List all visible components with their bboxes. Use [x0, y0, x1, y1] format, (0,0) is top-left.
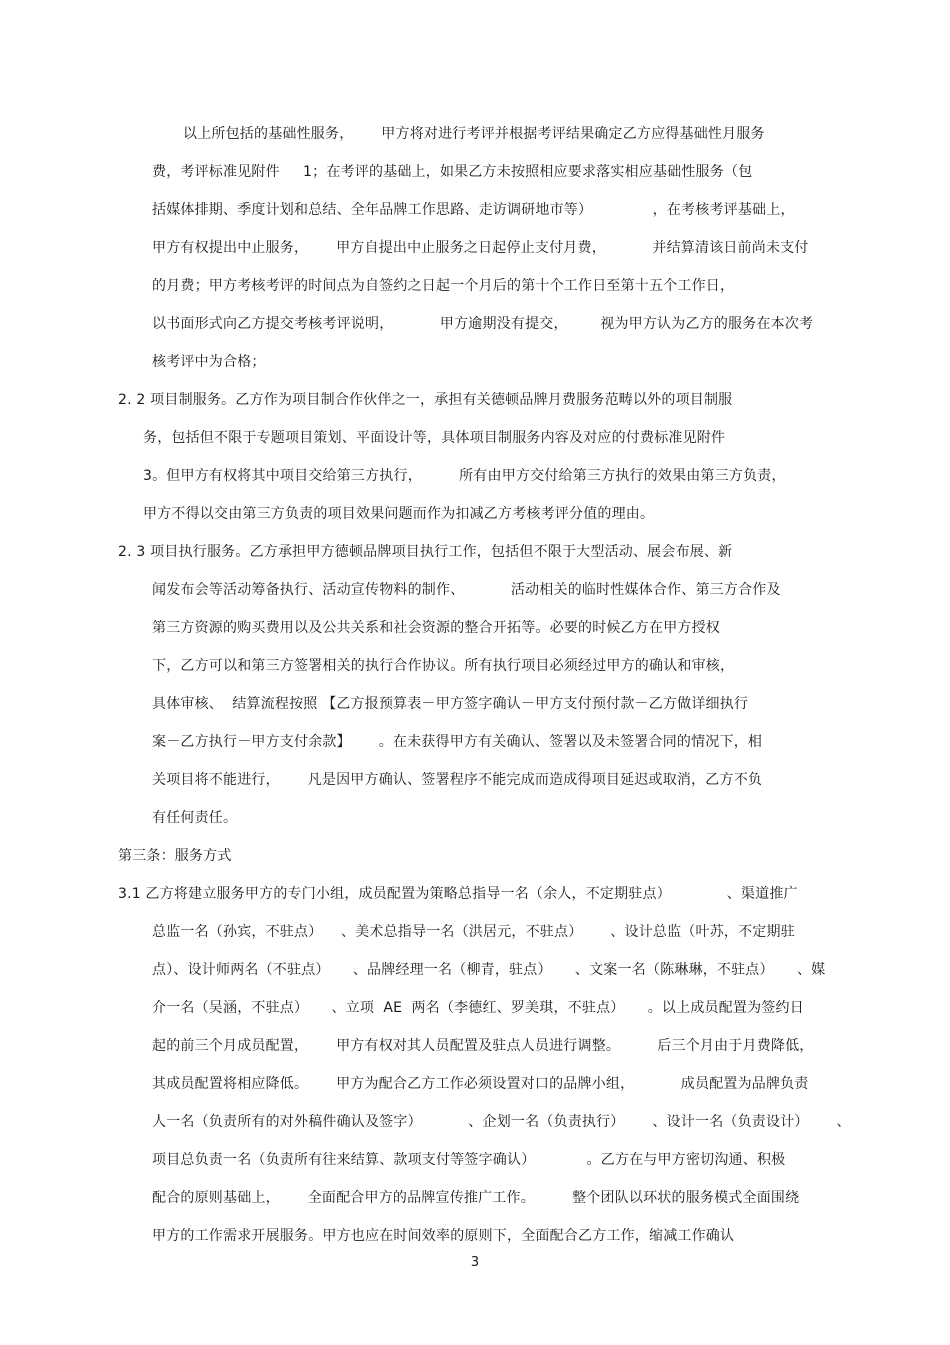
paragraph-line: 其成员配置将相应降低。 甲方为配合乙方工作必须设置对口的品牌小组， 成员配置为品牌负责: [152, 1076, 809, 1092]
paragraph-line: 核考评中为合格；: [152, 354, 266, 370]
paragraph-line: 点）、设计师两名（不驻点） 、品牌经理一名（柳青，驻点） 、文案一名（陈琳琳，不驻点） 、媒: [152, 962, 826, 978]
page-number: 3: [470, 1255, 480, 1270]
paragraph-line: 甲方有权提出中止服务， 甲方自提出中止服务之日起停止支付月费， 并结算清该日前尚未支付: [152, 240, 809, 256]
paragraph-line: 务，包括但不限于专题项目策划、平面设计等，具体项目制服务内容及对应的付费标准见附件: [143, 430, 726, 446]
clause-heading-line: 2. 2 项目制服务。乙方作为项目制合作伙伴之一，承担有关德顿品牌月费服务范畴以外的项目制服: [118, 392, 733, 408]
paragraph-line: 介一名（吴涵，不驻点） 、立项 AE 两名（李德红、罗美琪，不驻点） 。以上成员配置为签约日: [152, 1000, 804, 1016]
article-heading: 第三条：服务方式: [118, 848, 232, 864]
paragraph-line: 3。但甲方有权将其中项目交给第三方执行， 所有由甲方交付给第三方执行的效果由第三方负责，: [143, 468, 786, 484]
paragraph-line: 关项目将不能进行， 凡是因甲方确认、签署程序不能完成而造成得项目延迟或取消，乙方不负: [152, 772, 763, 788]
paragraph-line: 甲方不得以交由第三方负责的项目效果问题而作为扣减乙方考核考评分值的理由。: [143, 506, 655, 522]
paragraph-line: 配合的原则基础上， 全面配合甲方的品牌宣传推广工作。 整个团队以环状的服务模式全面围绕: [152, 1190, 800, 1206]
paragraph-line: 第三方资源的购买费用以及公共关系和社会资源的整合开拓等。必要的时候乙方在甲方授权: [152, 620, 720, 636]
paragraph-line: 总监一名（孙宾，不驻点） 、美术总指导一名（洪居元，不驻点） 、设计总监（叶苏，不定期驻: [152, 924, 795, 940]
paragraph-line: 闻发布会等活动筹备执行、活动宣传物料的制作、 活动相关的临时性媒体合作、第三方合作及: [152, 582, 781, 598]
paragraph-line: 以上所包括的基础性服务， 甲方将对进行考评并根据考评结果确定乙方应得基础性月服务: [183, 126, 765, 142]
clause-heading-line: 2. 3 项目执行服务。乙方承担甲方德顿品牌项目执行工作，包括但不限于大型活动、展会布展、新: [118, 544, 733, 560]
paragraph-line: 下，乙方可以和第三方签署相关的执行合作协议。所有执行项目必须经过甲方的确认和审核，: [152, 658, 735, 674]
paragraph-line: 具体审核、 结算流程按照 【乙方报预算表－甲方签字确认－甲方支付预付款－乙方做详细执行: [152, 696, 749, 712]
clause-heading-line: 3.1 乙方将建立服务甲方的专门小组，成员配置为策略总指导一名（余人，不定期驻点） 、渠道推广: [118, 886, 798, 902]
paragraph-line: 费，考评标准见附件 1；在考评的基础上，如果乙方未按照相应要求落实相应基础性服务（包: [152, 164, 753, 180]
paragraph-line: 以书面形式向乙方提交考核考评说明， 甲方逾期没有提交， 视为甲方认为乙方的服务在本次考: [152, 316, 814, 332]
paragraph-line: 项目总负责一名（负责所有往来结算、款项支付等签字确认） 。乙方在与甲方密切沟通、积极: [152, 1152, 786, 1168]
paragraph-line: 起的前三个月成员配置， 甲方有权对其人员配置及驻点人员进行调整。 后三个月由于月费降低，: [152, 1038, 814, 1054]
paragraph-line: 甲方的工作需求开展服务。甲方也应在时间效率的原则下，全面配合乙方工作，缩减工作确认: [152, 1228, 735, 1244]
paragraph-line: 人一名（负责所有的对外稿件确认及签字） 、企划一名（负责执行） 、设计一名（负责设计） 、: [152, 1114, 851, 1130]
paragraph-line: 括媒体排期、季度计划和总结、全年品牌工作思路、走访调研地市等） ，在考核考评基础上，: [152, 202, 795, 218]
paragraph-line: 案－乙方执行－甲方支付余款】 。在未获得甲方有关确认、签署以及未签署合同的情况下，相: [152, 734, 763, 750]
paragraph-line: 的月费；甲方考核考评的时间点为自签约之日起一个月后的第十个工作日至第十五个工作日，: [152, 278, 735, 294]
paragraph-line: 有任何责任。: [152, 810, 238, 826]
